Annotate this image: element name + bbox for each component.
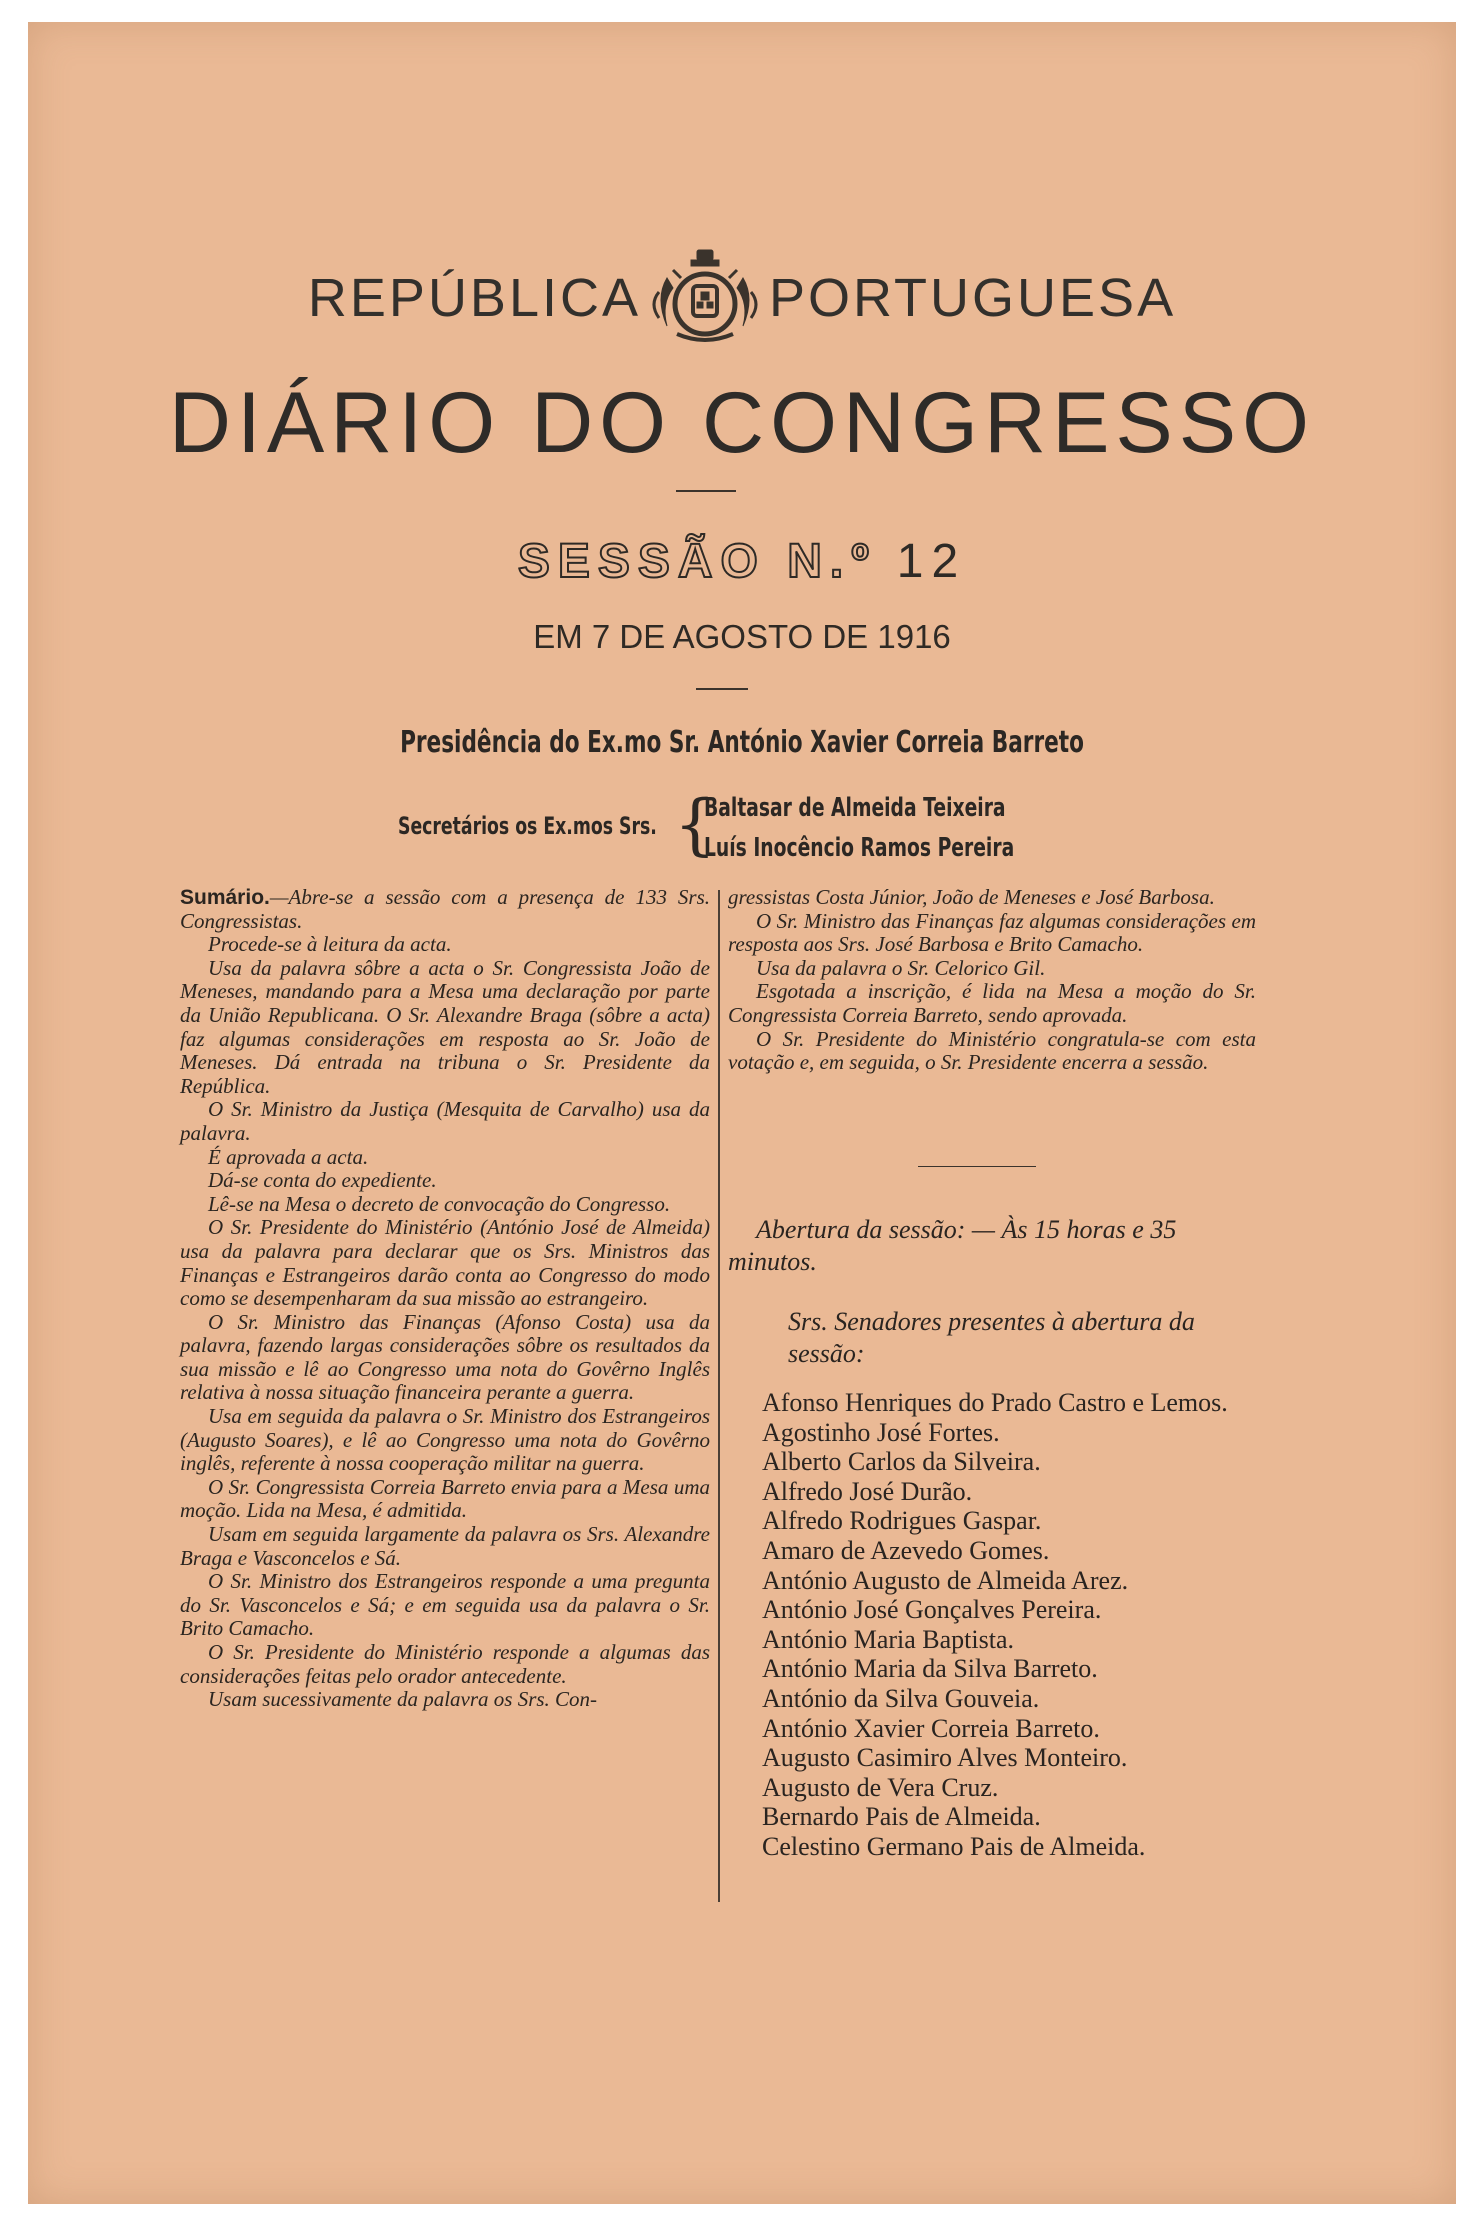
brace-icon: {: [674, 786, 716, 863]
list-item: Amaro de Azevedo Gomes.: [762, 1535, 1050, 1565]
summary-right-column: [728, 886, 1256, 1075]
summary-paragraph: Usam sucessivamente da palavra os Srs. Con-: [208, 1687, 598, 1712]
session-label: SESSÃO N.º: [517, 535, 877, 588]
summary-left-column: [180, 886, 710, 1712]
newspaper-title: DIÁRIO DO CONGRESSO: [168, 375, 1316, 471]
list-item: Augusto Casimiro Alves Monteiro.: [762, 1743, 1128, 1773]
summary-paragraph: Usa da palavra o Sr. Celorico Gil.: [756, 955, 1046, 980]
masthead-portuguesa: PORTUGUESA: [769, 268, 1177, 328]
summary-paragraph: Usa da palavra sôbre a acta o Sr. Congressista João de Meneses, mandando para a Mesa uma declaração por parte da União Republicana. O Sr. Alexandre Braga (sôbre a acta) faz algumas considerações em resposta ao Sr. João de Meneses. Dá entrada na tribuna o Sr. Presidente da República.: [180, 955, 710, 1098]
list-item: Augusto de Vera Cruz.: [762, 1772, 999, 1802]
list-item: António Maria da Silva Barreto.: [762, 1654, 1098, 1684]
summary-paragraph: Lê-se na Mesa o decreto de convocação do Congresso.: [208, 1191, 671, 1216]
list-item: António Maria Baptista.: [762, 1624, 1015, 1654]
date-divider: [696, 688, 748, 690]
summary-paragraph: Sumário.—Abre-se a sessão com a presença de 133 Srs. Congressistas.: [180, 885, 710, 933]
summary-paragraph: Usa em seguida da palavra o Sr. Ministro dos Estrangeiros (Augusto Soares), e lê ao Congresso uma nota do Govêrno inglês, referente à nossa cooperação militar na guerra.: [180, 1404, 710, 1476]
summary-paragraph: gressistas Costa Júnior, João de Meneses e José Barbosa.: [728, 885, 1215, 909]
secretaries-block: [398, 788, 1118, 868]
list-item: António Xavier Correia Barreto.: [762, 1713, 1100, 1743]
senators-heading: Srs. Senadores presentes à abertura da sessão:: [788, 1307, 1195, 1368]
list-item: António da Silva Gouveia.: [762, 1683, 1040, 1713]
masthead-republica: REPÚBLICA: [307, 268, 642, 328]
list-item: Bernardo Pais de Almeida.: [762, 1802, 1041, 1832]
summary-paragraph: Dá-se conta do expediente.: [208, 1168, 437, 1193]
summary-paragraph: Esgotada a inscrição, é lida na Mesa a moção do Sr. Congressista Correia Barreto, sendo aprovada.: [728, 979, 1256, 1027]
column-divider: [718, 890, 720, 1902]
list-item: Alfredo José Durão.: [762, 1476, 973, 1506]
summary-end-divider: [918, 1166, 1036, 1167]
secretaries-label: Secretários os Ex.mos Srs.: [398, 812, 657, 840]
list-item: António Augusto de Almeida Arez.: [762, 1565, 1129, 1595]
summary-paragraph: O Sr. Presidente do Ministério (António José de Almeida) usa da palavra para declarar que os Srs. Ministros das Finanças e Estrangeiros darão conta ao Congresso do modo como se desempenharam da sua missão ao estrangeiro.: [180, 1215, 710, 1311]
session-heading: [28, 534, 1456, 589]
summary-paragraph: O Sr. Presidente do Ministério responde a algumas das considerações feitas pelo orador antecedente.: [180, 1640, 710, 1688]
secretaries-names: [704, 788, 1014, 868]
list-item: Agostinho José Fortes.: [762, 1417, 1000, 1447]
session-date: EM 7 DE AGOSTO DE 1916: [533, 618, 951, 655]
list-item: António José Gonçalves Pereira.: [762, 1595, 1102, 1625]
secretary-name: Luís Inocêncio Ramos Pereira: [704, 833, 1015, 863]
list-item: Alberto Carlos da Silveira.: [762, 1447, 1041, 1477]
summary-paragraph: O Sr. Presidente do Ministério congratula-se com esta votação e, em seguida, o Sr. Presidente encerra a sessão.: [728, 1026, 1256, 1075]
masthead-republic-line: [28, 248, 1456, 348]
summary-paragraph: Usam em seguida largamente da palavra os Srs. Alexandre Braga e Vasconcelos e Sá.: [180, 1522, 710, 1570]
summary-paragraph: O Sr. Ministro das Finanças faz algumas considerações em resposta aos Srs. José Barbosa e Brito Camacho.: [728, 908, 1256, 957]
secretary-name: Baltasar de Almeida Teixeira: [704, 793, 1006, 823]
summary-paragraph: O Sr. Ministro da Justiça (Mesquita de Carvalho) usa da palavra.: [180, 1097, 710, 1145]
summary-paragraph: O Sr. Ministro dos Estrangeiros responde a uma pregunta do Sr. Vasconcelos e Sá; e em seguida usa da palavra o Sr. Brito Camacho.: [180, 1569, 710, 1641]
list-item: Celestino Germano Pais de Almeida.: [762, 1831, 1146, 1861]
presidency-line: Presidência do Ex.mo Sr. António Xavier Correia Barreto: [400, 725, 1084, 760]
summary-paragraph: Procede-se à leitura da acta.: [208, 932, 452, 957]
summary-paragraph: O Sr. Congressista Correia Barreto envia para a Mesa uma moção. Lida na Mesa, é admitida.: [180, 1474, 710, 1523]
list-item: Alfredo Rodrigues Gaspar.: [762, 1506, 1042, 1536]
summary-paragraph: O Sr. Ministro das Finanças (Afonso Costa) usa da palavra, fazendo largas considerações sôbre os resultados da sua missão e lê ao Congresso uma nota do Govêrno Inglês relativa à nossa situação financeira perante a guerra.: [180, 1309, 710, 1405]
coat-of-arms-icon: [647, 248, 763, 348]
title-divider: [676, 490, 736, 492]
senators-list: [732, 1388, 1262, 1862]
list-item: Afonso Henriques do Prado Castro e Lemos.: [762, 1388, 1228, 1417]
summary-label: Sumário.: [180, 886, 270, 909]
summary-paragraph: É aprovada a acta.: [208, 1144, 369, 1169]
session-number: 12: [896, 535, 967, 588]
page-sheet: [28, 22, 1456, 2204]
session-opening: Abertura da sessão: — Às 15 horas e 35 minutos.: [728, 1215, 1177, 1276]
